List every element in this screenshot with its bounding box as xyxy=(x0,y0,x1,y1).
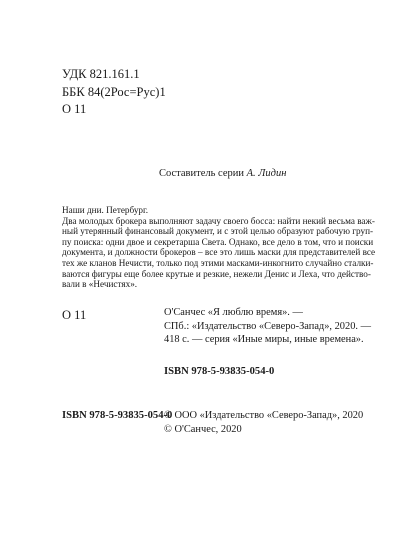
series-editor-name: А. Лидин xyxy=(246,168,287,179)
catalog-description xyxy=(164,306,371,347)
catalog-line: 418 с. — серия «Иные миры, иные времена». xyxy=(164,334,364,346)
annotation-line: тех же кланов Нечисти, только под этими масками-инкогнито случайно сталки- xyxy=(62,257,374,268)
bbk-code: ББК 84(2Рос=Рус)1 xyxy=(62,84,166,99)
annotation xyxy=(62,205,376,290)
catalog-line: О'Санчес «Я люблю время». — xyxy=(164,307,303,318)
catalog-index: О 11 xyxy=(62,308,87,322)
annotation-line: документа, и должности брокеров – все это лишь маски для представителей все xyxy=(62,247,376,258)
copyright-line: © О'Санчес, 2020 xyxy=(164,423,242,435)
catalog-line: СПб.: «Издательство «Северо-Запад», 2020. — xyxy=(164,320,371,332)
annotation-line: ный утерянный финансовый документ, и с этой целью образуют рабочую груп- xyxy=(62,226,374,237)
classification-block xyxy=(62,66,166,119)
annotation-line: ваются фигуры еще более крутые и резкие, нежели Денис и Леха, что действо- xyxy=(62,268,371,279)
catalog-isbn: ISBN 978-5-93835-054-0 xyxy=(164,366,275,377)
annotation-line: пу поиска: одни двое и секретарша Света. Однако, все дело в том, что и поиски xyxy=(62,236,374,247)
udk-code: УДК 821.161.1 xyxy=(62,67,140,81)
footer-isbn: ISBN 978-5-93835-054-0 xyxy=(62,410,173,421)
series-editor-label: Составитель серии xyxy=(159,168,244,179)
series-editor xyxy=(159,168,286,179)
annotation-line: вали в «Нечистях». xyxy=(62,279,138,290)
copyright-line: © ООО «Издательство «Северо-Запад», 2020 xyxy=(164,410,364,421)
author-mark: О 11 xyxy=(62,102,87,116)
annotation-line: Наши дни. Петербург. xyxy=(62,205,149,215)
annotation-line: Два молодых брокера выполняют задачу своего босса: найти некий весьма важ- xyxy=(62,215,375,226)
copyright-block xyxy=(164,409,363,436)
